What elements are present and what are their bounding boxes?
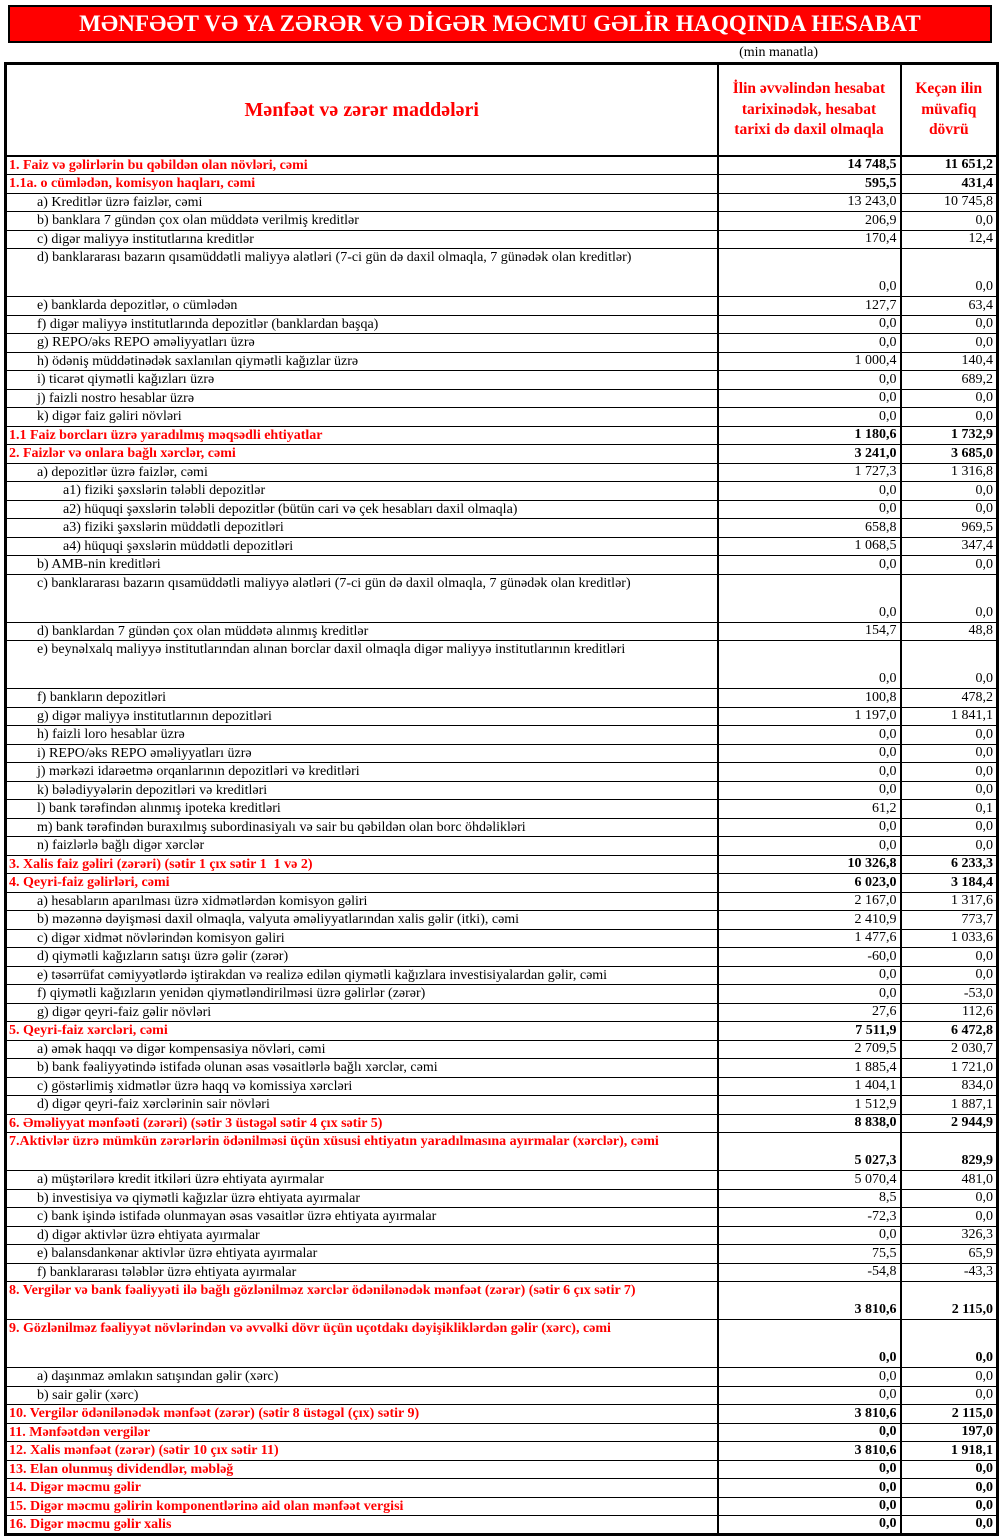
value-current-period: 10 326,8 <box>718 855 901 874</box>
value-previous-period: 0,0 <box>901 726 998 745</box>
table-row <box>6 1096 998 1115</box>
row-label: f) bankların depozitləri <box>6 689 718 708</box>
row-label: 1. Faiz və gəlirlərin bu qəbildən olan növləri, cəmi <box>6 156 718 175</box>
value-current-period: 595,5 <box>718 175 901 194</box>
value-current-period: 0,0 <box>718 1516 901 1535</box>
value-previous-period: 0,0 <box>901 744 998 763</box>
table-row <box>6 1442 998 1461</box>
value-previous-period: 65,9 <box>901 1245 998 1264</box>
table-row <box>6 1208 998 1227</box>
table-row <box>6 763 998 782</box>
value-previous-period: 478,2 <box>901 689 998 708</box>
value-current-period: 0,0 <box>718 1460 901 1479</box>
value-current-period: 0,0 <box>718 1423 901 1442</box>
value-current-period: 0,0 <box>718 315 901 334</box>
table-row <box>6 1423 998 1442</box>
value-current-period: 1 180,6 <box>718 426 901 445</box>
row-label: m) bank tərəfindən buraxılmış subordinasiyalı və sair bu qəbildən olan borc öhdəlikləri <box>6 818 718 837</box>
table-row <box>6 985 998 1004</box>
header-row <box>6 64 998 157</box>
value-previous-period: 347,4 <box>901 537 998 556</box>
row-label: a) daşınmaz əmlakın satışından gəlir (xərc) <box>6 1368 718 1387</box>
value-current-period: 75,5 <box>718 1245 901 1264</box>
value-previous-period: 0,0 <box>901 818 998 837</box>
value-previous-period: 0,0 <box>901 334 998 353</box>
row-label: d) qiymətli kağızların satışı üzrə gəlir (zərər) <box>6 948 718 967</box>
table-row <box>6 1077 998 1096</box>
value-previous-period: 3 184,4 <box>901 874 998 893</box>
column-header-previous-period: Keçən ilin müvafiq dövrü <box>901 64 998 157</box>
profit-loss-report-page <box>0 5 1000 1538</box>
value-previous-period: 10 745,8 <box>901 193 998 212</box>
row-label: 15. Digər məcmu gəlirin komponentlərinə aid olan mənfəət vergisi <box>6 1497 718 1516</box>
value-current-period: 170,4 <box>718 230 901 249</box>
row-label: f) digər maliyyə institutlarında depozitlər (banklardan başqa) <box>6 315 718 334</box>
table-row <box>6 1022 998 1041</box>
value-previous-period: 0,0 <box>901 837 998 856</box>
table-row <box>6 1059 998 1078</box>
value-current-period: 206,9 <box>718 212 901 231</box>
value-previous-period: 773,7 <box>901 911 998 930</box>
value-previous-period: 2 944,9 <box>901 1114 998 1133</box>
value-previous-period: -53,0 <box>901 985 998 1004</box>
table-row <box>6 1133 998 1171</box>
table-row <box>6 500 998 519</box>
value-previous-period: 140,4 <box>901 352 998 371</box>
table-row <box>6 537 998 556</box>
value-previous-period: 0,0 <box>901 482 998 501</box>
table-row <box>6 707 998 726</box>
report-title-banner <box>8 5 992 43</box>
unit-note: (min manatla) <box>739 45 818 60</box>
row-label: i) ticarət qiymətli kağızları üzrə <box>6 371 718 390</box>
table-row <box>6 389 998 408</box>
table-row <box>6 929 998 948</box>
row-label: c) banklararası bazarın qısamüddətli maliyyə alətləri (7-ci gün də daxil olmaqla, 7 günədək olan kreditlər) <box>6 574 718 622</box>
table-row <box>6 175 998 194</box>
value-previous-period: 3 685,0 <box>901 445 998 464</box>
value-current-period: 1 068,5 <box>718 537 901 556</box>
table-row <box>6 352 998 371</box>
value-current-period: 0,0 <box>718 726 901 745</box>
value-previous-period: 0,0 <box>901 781 998 800</box>
table-row <box>6 193 998 212</box>
row-label: 9. Gözlənilməz fəaliyyət növlərindən və əvvəlki dövr üçün uçotdakı dəyişikliklərdən gəlir (xərc), cəmi <box>6 1320 718 1368</box>
value-previous-period: 6 233,3 <box>901 855 998 874</box>
row-label: e) banklarda depozitlər, o cümlədən <box>6 297 718 316</box>
value-current-period: 27,6 <box>718 1003 901 1022</box>
report-title: MƏNFƏƏT VƏ YA ZƏRƏR VƏ DİGƏR MƏCMU GƏLİR HAQQINDA HESABAT <box>79 11 921 36</box>
table-row <box>6 463 998 482</box>
value-current-period: 0,0 <box>718 781 901 800</box>
row-label: c) digər maliyyə institutlarına kreditlər <box>6 230 718 249</box>
table-row <box>6 689 998 708</box>
row-label: a) Kreditlər üzrə faizlər, cəmi <box>6 193 718 212</box>
value-previous-period: 0,0 <box>901 1368 998 1387</box>
table-row <box>6 1405 998 1424</box>
row-label: b) banklara 7 gündən çox olan müddətə verilmiş kreditlər <box>6 212 718 231</box>
value-current-period: 0,0 <box>718 1226 901 1245</box>
value-previous-period: 2 115,0 <box>901 1405 998 1424</box>
table-row <box>6 892 998 911</box>
row-label: a2) hüquqi şəxslərin tələbli depozitlər (bütün cari və çek hesabları daxil olmaqla) <box>6 500 718 519</box>
value-previous-period: 0,0 <box>901 763 998 782</box>
value-previous-period: 0,0 <box>901 1386 998 1405</box>
column-header-items: Mənfəət və zərər maddələri <box>6 64 718 157</box>
row-label: a) hesabların aparılması üzrə xidmətlərdən komisyon gəliri <box>6 892 718 911</box>
row-label: a3) fiziki şəxslərin müddətli depozitləri <box>6 519 718 538</box>
table-row <box>6 556 998 575</box>
value-previous-period: 689,2 <box>901 371 998 390</box>
value-previous-period: 481,0 <box>901 1171 998 1190</box>
table-header <box>6 64 998 157</box>
value-current-period: 658,8 <box>718 519 901 538</box>
value-previous-period: 112,6 <box>901 1003 998 1022</box>
value-current-period: 0,0 <box>718 334 901 353</box>
value-previous-period: 12,4 <box>901 230 998 249</box>
value-previous-period: 11 651,2 <box>901 156 998 175</box>
row-label: k) digər faiz gəliri növləri <box>6 408 718 427</box>
table-row <box>6 371 998 390</box>
row-label: b) AMB-nin kreditləri <box>6 556 718 575</box>
value-previous-period: 48,8 <box>901 622 998 641</box>
value-previous-period: 2 115,0 <box>901 1282 998 1320</box>
value-previous-period: 0,0 <box>901 1208 998 1227</box>
row-label: 12. Xalis mənfəət (zərər) (sətir 10 çıx sətir 11) <box>6 1442 718 1461</box>
row-label: 14. Digər məcmu gəlir <box>6 1479 718 1498</box>
row-label: 6. Əməliyyat mənfəəti (zərəri) (sətir 3 üstəgəl sətir 4 çıx sətir 5) <box>6 1114 718 1133</box>
table-row <box>6 482 998 501</box>
table-row <box>6 574 998 622</box>
table-row <box>6 426 998 445</box>
table-row <box>6 1226 998 1245</box>
value-previous-period: 0,0 <box>901 315 998 334</box>
value-current-period: 5 027,3 <box>718 1133 901 1171</box>
value-current-period: 1 404,1 <box>718 1077 901 1096</box>
report-table-body <box>6 156 998 1535</box>
row-label: j) faizli nostro hesablar üzrə <box>6 389 718 408</box>
row-label: e) təsərrüfat cəmiyyətlərdə iştirakdan və realizə edilən qiymətli kağızlara investisiyalardan gəlir, cəmi <box>6 966 718 985</box>
value-previous-period: 1 841,1 <box>901 707 998 726</box>
value-current-period: 0,0 <box>718 500 901 519</box>
table-row <box>6 408 998 427</box>
value-current-period: 0,0 <box>718 763 901 782</box>
value-previous-period: 0,0 <box>901 574 998 622</box>
row-label: i) REPO/əks REPO əməliyyatları üzrə <box>6 744 718 763</box>
value-previous-period: 829,9 <box>901 1133 998 1171</box>
value-previous-period: 0,0 <box>901 556 998 575</box>
value-previous-period: 0,0 <box>901 249 998 297</box>
row-label: l) bank tərəfindən alınmış ipoteka kreditləri <box>6 800 718 819</box>
value-previous-period: 0,0 <box>901 1497 998 1516</box>
row-label: a4) hüquqi şəxslərin müddətli depozitləri <box>6 537 718 556</box>
row-label: e) beynəlxalq maliyyə institutlarından alınan borclar daxil olmaqla digər maliyyə institutlarının kreditləri <box>6 641 718 689</box>
row-label: k) bələdiyyələrin depozitləri və kreditləri <box>6 781 718 800</box>
table-row <box>6 1263 998 1282</box>
row-label: a) əmək haqqı və digər kompensasiya növləri, cəmi <box>6 1040 718 1059</box>
row-label: h) ödəniş müddətinədək saxlanılan qiymətli kağızlar üzrə <box>6 352 718 371</box>
row-label: 3. Xalis faiz gəliri (zərəri) (sətir 1 çıx sətir 1 1 və 2) <box>6 855 718 874</box>
table-row <box>6 1320 998 1368</box>
value-previous-period: 1 033,6 <box>901 929 998 948</box>
value-current-period: 0,0 <box>718 371 901 390</box>
value-current-period: 61,2 <box>718 800 901 819</box>
value-current-period: 3 241,0 <box>718 445 901 464</box>
value-current-period: 5 070,4 <box>718 1171 901 1190</box>
table-row <box>6 1171 998 1190</box>
value-current-period: 0,0 <box>718 556 901 575</box>
value-current-period: 0,0 <box>718 1368 901 1387</box>
value-current-period: 8 838,0 <box>718 1114 901 1133</box>
value-previous-period: 0,1 <box>901 800 998 819</box>
row-label: b) sair gəlir (xərc) <box>6 1386 718 1405</box>
value-current-period: 0,0 <box>718 389 901 408</box>
table-row <box>6 1245 998 1264</box>
table-row <box>6 911 998 930</box>
table-row <box>6 966 998 985</box>
value-current-period: -72,3 <box>718 1208 901 1227</box>
value-previous-period: 0,0 <box>901 1189 998 1208</box>
row-label: 11. Mənfəətdən vergilər <box>6 1423 718 1442</box>
value-current-period: 14 748,5 <box>718 156 901 175</box>
value-current-period: 0,0 <box>718 985 901 1004</box>
table-row <box>6 249 998 297</box>
row-label: j) mərkəzi idarəetmə orqanlarının depozitləri və kreditləri <box>6 763 718 782</box>
table-row <box>6 297 998 316</box>
value-previous-period: 0,0 <box>901 500 998 519</box>
value-previous-period: 0,0 <box>901 1479 998 1498</box>
value-current-period: -54,8 <box>718 1263 901 1282</box>
value-current-period: 0,0 <box>718 1320 901 1368</box>
row-label: d) banklararası bazarın qısamüddətli maliyyə alətləri (7-ci gün də daxil olmaqla, 7 günədək olan kreditlər) <box>6 249 718 297</box>
table-row <box>6 726 998 745</box>
table-row <box>6 334 998 353</box>
value-current-period: 0,0 <box>718 1386 901 1405</box>
value-current-period: 0,0 <box>718 744 901 763</box>
value-previous-period: 431,4 <box>901 175 998 194</box>
row-label: g) digər maliyyə institutlarının depozitləri <box>6 707 718 726</box>
value-current-period: 0,0 <box>718 641 901 689</box>
value-current-period: 0,0 <box>718 818 901 837</box>
value-previous-period: 0,0 <box>901 641 998 689</box>
table-row <box>6 800 998 819</box>
table-row <box>6 1479 998 1498</box>
value-current-period: 3 810,6 <box>718 1282 901 1320</box>
value-current-period: 0,0 <box>718 574 901 622</box>
table-row <box>6 230 998 249</box>
table-row <box>6 212 998 231</box>
table-row <box>6 818 998 837</box>
table-row <box>6 1497 998 1516</box>
table-row <box>6 1040 998 1059</box>
value-previous-period: -43,3 <box>901 1263 998 1282</box>
value-previous-period: 0,0 <box>901 1516 998 1535</box>
row-label: 1.1 Faiz borcları üzrə yaradılmış məqsədli ehtiyatlar <box>6 426 718 445</box>
value-previous-period: 1 721,0 <box>901 1059 998 1078</box>
value-previous-period: 1 887,1 <box>901 1096 998 1115</box>
row-label: b) məzənnə dəyişməsi daxil olmaqla, valyuta əməliyyatlarından xalis gəlir (itki), cəmi <box>6 911 718 930</box>
value-current-period: 3 810,6 <box>718 1442 901 1461</box>
value-previous-period: 0,0 <box>901 212 998 231</box>
value-previous-period: 969,5 <box>901 519 998 538</box>
table-row <box>6 1114 998 1133</box>
row-label: a) müştərilərə kredit itkiləri üzrə ehtiyata ayırmalar <box>6 1171 718 1190</box>
value-current-period: 0,0 <box>718 1479 901 1498</box>
table-row <box>6 948 998 967</box>
value-current-period: 154,7 <box>718 622 901 641</box>
value-current-period: 0,0 <box>718 966 901 985</box>
value-current-period: 7 511,9 <box>718 1022 901 1041</box>
value-current-period: 127,7 <box>718 297 901 316</box>
value-current-period: -60,0 <box>718 948 901 967</box>
row-label: f) banklararası tələblər üzrə ehtiyata ayırmalar <box>6 1263 718 1282</box>
value-previous-period: 326,3 <box>901 1226 998 1245</box>
profit-loss-table <box>4 62 999 1536</box>
value-previous-period: 1 316,8 <box>901 463 998 482</box>
value-current-period: 0,0 <box>718 408 901 427</box>
row-label: c) digər xidmət növlərindən komisyon gəliri <box>6 929 718 948</box>
table-row <box>6 744 998 763</box>
value-previous-period: 0,0 <box>901 1320 998 1368</box>
row-label: d) digər qeyri-faiz xərclərinin sair növləri <box>6 1096 718 1115</box>
value-current-period: 1 512,9 <box>718 1096 901 1115</box>
value-current-period: 0,0 <box>718 1497 901 1516</box>
table-row <box>6 156 998 175</box>
row-label: 5. Qeyri-faiz xərcləri, cəmi <box>6 1022 718 1041</box>
value-previous-period: 0,0 <box>901 389 998 408</box>
value-current-period: 2 410,9 <box>718 911 901 930</box>
table-row <box>6 1516 998 1535</box>
value-current-period: 1 885,4 <box>718 1059 901 1078</box>
row-label: 8. Vergilər və bank fəaliyyəti ilə bağlı gözlənilməz xərclər ödənilənədək mənfəət (zərər) (sətir 6 çıx sətir 7) <box>6 1282 718 1320</box>
row-label: b) investisiya və qiymətli kağızlar üzrə ehtiyata ayırmalar <box>6 1189 718 1208</box>
value-current-period: 3 810,6 <box>718 1405 901 1424</box>
value-current-period: 13 243,0 <box>718 193 901 212</box>
value-previous-period: 2 030,7 <box>901 1040 998 1059</box>
row-label: f) qiymətli kağızların yenidən qiymətləndirilməsi üzrə gəlirlər (zərər) <box>6 985 718 1004</box>
table-row <box>6 315 998 334</box>
row-label: g) REPO/əks REPO əməliyyatları üzrə <box>6 334 718 353</box>
row-label: n) faizlərlə bağlı digər xərclər <box>6 837 718 856</box>
value-previous-period: 1 732,9 <box>901 426 998 445</box>
value-current-period: 2 167,0 <box>718 892 901 911</box>
table-row <box>6 781 998 800</box>
value-current-period: 0,0 <box>718 482 901 501</box>
row-label: d) banklardan 7 gündən çox olan müddətə alınmış kreditlər <box>6 622 718 641</box>
value-current-period: 8,5 <box>718 1189 901 1208</box>
value-current-period: 1 727,3 <box>718 463 901 482</box>
row-label: 4. Qeyri-faiz gəlirləri, cəmi <box>6 874 718 893</box>
table-row <box>6 1368 998 1387</box>
table-row <box>6 1282 998 1320</box>
column-header-current-period: İlin əvvəlindən hesabat tarixinədək, hesabat tarixi də daxil olmaqla <box>718 64 901 157</box>
row-label: g) digər qeyri-faiz gəlir növləri <box>6 1003 718 1022</box>
table-row <box>6 641 998 689</box>
value-current-period: 6 023,0 <box>718 874 901 893</box>
row-label: a1) fiziki şəxslərin tələbli depozitlər <box>6 482 718 501</box>
row-label: 1.1a. o cümlədən, komisyon haqları, cəmi <box>6 175 718 194</box>
row-label: b) bank fəaliyyətində istifadə olunan əsas vəsaitlərlə bağlı xərclər, cəmi <box>6 1059 718 1078</box>
value-previous-period: 6 472,8 <box>901 1022 998 1041</box>
row-label: c) göstərlimiş xidmətlər üzrə haqq və komissiya xərcləri <box>6 1077 718 1096</box>
value-current-period: 0,0 <box>718 837 901 856</box>
row-label: h) faizli loro hesablar üzrə <box>6 726 718 745</box>
row-label: 10. Vergilər ödənilənədək mənfəət (zərər) (sətir 8 üstəgəl (çıx) sətir 9) <box>6 1405 718 1424</box>
table-row <box>6 874 998 893</box>
row-label: 16. Digər məcmu gəlir xalis <box>6 1516 718 1535</box>
value-current-period: 2 709,5 <box>718 1040 901 1059</box>
value-previous-period: 1 918,1 <box>901 1442 998 1461</box>
value-previous-period: 0,0 <box>901 948 998 967</box>
value-previous-period: 63,4 <box>901 297 998 316</box>
row-label: 2. Faizlər və onlara bağlı xərclər, cəmi <box>6 445 718 464</box>
row-label: d) digər aktivlər üzrə ehtiyata ayırmalar <box>6 1226 718 1245</box>
table-row <box>6 855 998 874</box>
value-previous-period: 197,0 <box>901 1423 998 1442</box>
value-current-period: 100,8 <box>718 689 901 708</box>
value-current-period: 1 000,4 <box>718 352 901 371</box>
table-row <box>6 1460 998 1479</box>
table-row <box>6 837 998 856</box>
row-label: a) depozitlər üzrə faizlər, cəmi <box>6 463 718 482</box>
value-previous-period: 1 317,6 <box>901 892 998 911</box>
row-label: 7.Aktivlər üzrə mümkün zərərlərin ödənilməsi üçün xüsusi ehtiyatın yaradılmasına ayırmalar (xərclər), cəmi <box>6 1133 718 1171</box>
value-previous-period: 0,0 <box>901 966 998 985</box>
value-previous-period: 834,0 <box>901 1077 998 1096</box>
table-row <box>6 445 998 464</box>
table-row <box>6 1003 998 1022</box>
value-previous-period: 0,0 <box>901 408 998 427</box>
table-row <box>6 1386 998 1405</box>
value-previous-period: 0,0 <box>901 1460 998 1479</box>
table-row <box>6 1189 998 1208</box>
value-current-period: 1 477,6 <box>718 929 901 948</box>
row-label: c) bank işində istifadə olunmayan əsas vəsaitlər üzrə ehtiyata ayırmalar <box>6 1208 718 1227</box>
table-row <box>6 519 998 538</box>
value-current-period: 1 197,0 <box>718 707 901 726</box>
row-label: e) balansdankənar aktivlər üzrə ehtiyata ayırmalar <box>6 1245 718 1264</box>
table-row <box>6 622 998 641</box>
value-current-period: 0,0 <box>718 249 901 297</box>
row-label: 13. Elan olunmuş dividendlər, məbləğ <box>6 1460 718 1479</box>
